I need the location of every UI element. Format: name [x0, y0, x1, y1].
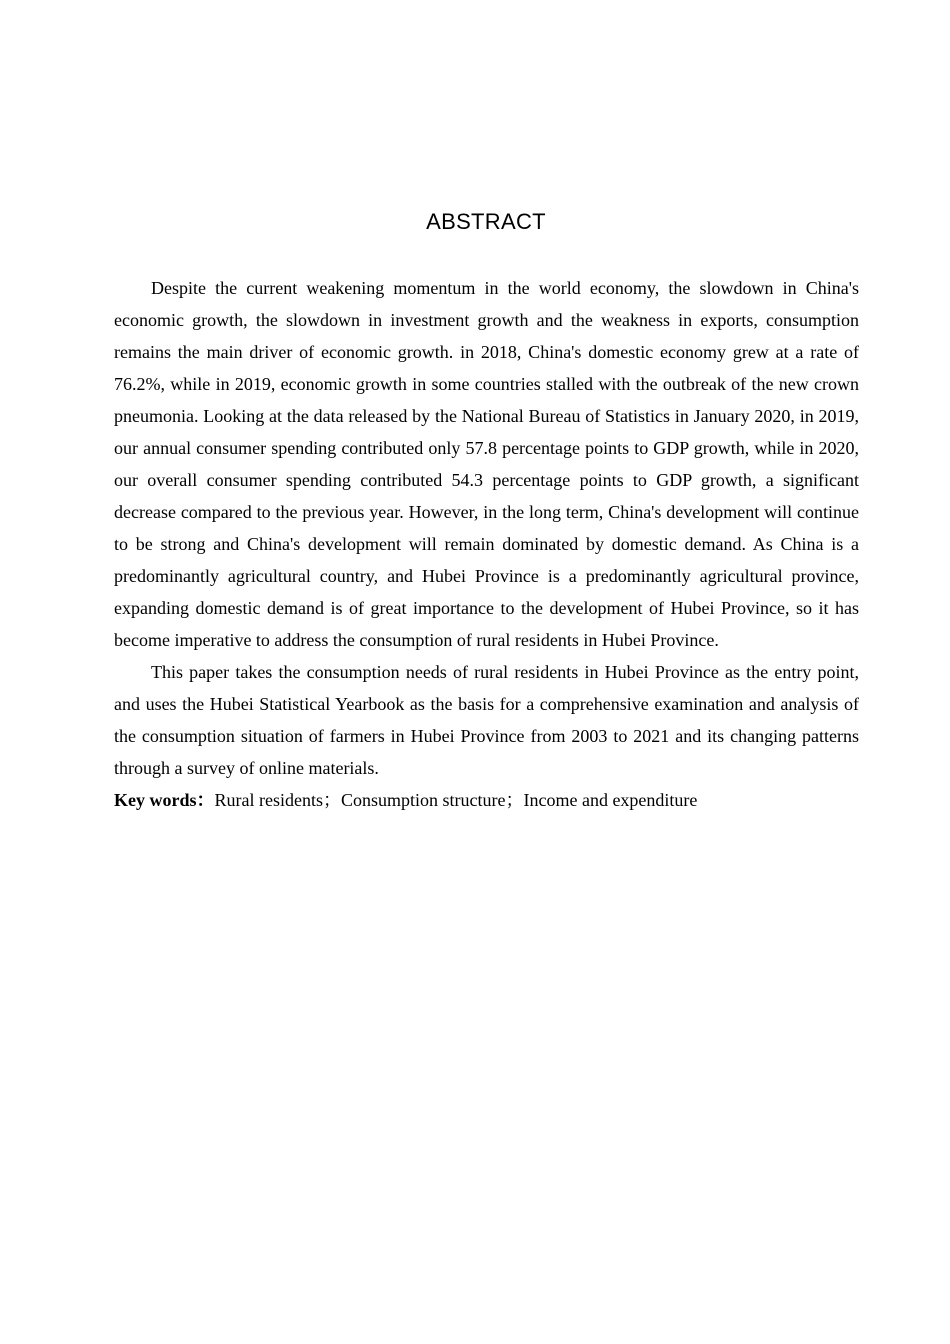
keyword-item-1: Rural residents [214, 790, 323, 810]
abstract-title: ABSTRACT [426, 209, 546, 234]
keywords-line [114, 784, 859, 816]
abstract-body [114, 272, 859, 816]
keyword-item-3: Income and expenditure [523, 790, 698, 810]
abstract-paragraph-2: This paper takes the consumption needs of rural residents in Hubei Province as the entry point, and uses the Hubei Statistical Yearbook as the basis for a comprehensive examination and analysis of the consumption situation of farmers in Hubei Province from 2003 to 2021 and its changing patterns through a survey of online materials. [114, 662, 859, 778]
keyword-separator: ； [322, 790, 341, 810]
abstract-paragraph-1: Despite the current weakening momentum in the world economy, the slowdown in China's economic growth, the slowdown in investment growth and the weakness in exports, consumption remains the main driver of economic growth. in 2018, China's domestic economy grew at a rate of 76.2%, while in 2019, economic growth in some countries stalled with the outbreak of the new crown pneumonia. Looking at the data released by the National Bureau of Statistics in January 2020, in 2019, our annual consumer spending contributed only 57.8 percentage points to GDP growth, while in 2020, our overall consumer spending contributed 54.3 percentage points to GDP growth, a significant decrease compared to the previous year. However, in the long term, China's development will continue to be strong and China's development will remain dominated by domestic demand. As China is a predominantly agricultural country, and Hubei Province is a predominantly agricultural province, expanding domestic demand is of great importance to the development of Hubei Province, so it has become imperative to address the consumption of rural residents in Hubei Province. [114, 278, 859, 650]
keywords-label: Key words [114, 790, 197, 810]
keyword-separator: ； [505, 790, 524, 810]
keywords-label-separator: ： [196, 790, 215, 810]
keyword-item-2: Consumption structure [340, 790, 506, 810]
